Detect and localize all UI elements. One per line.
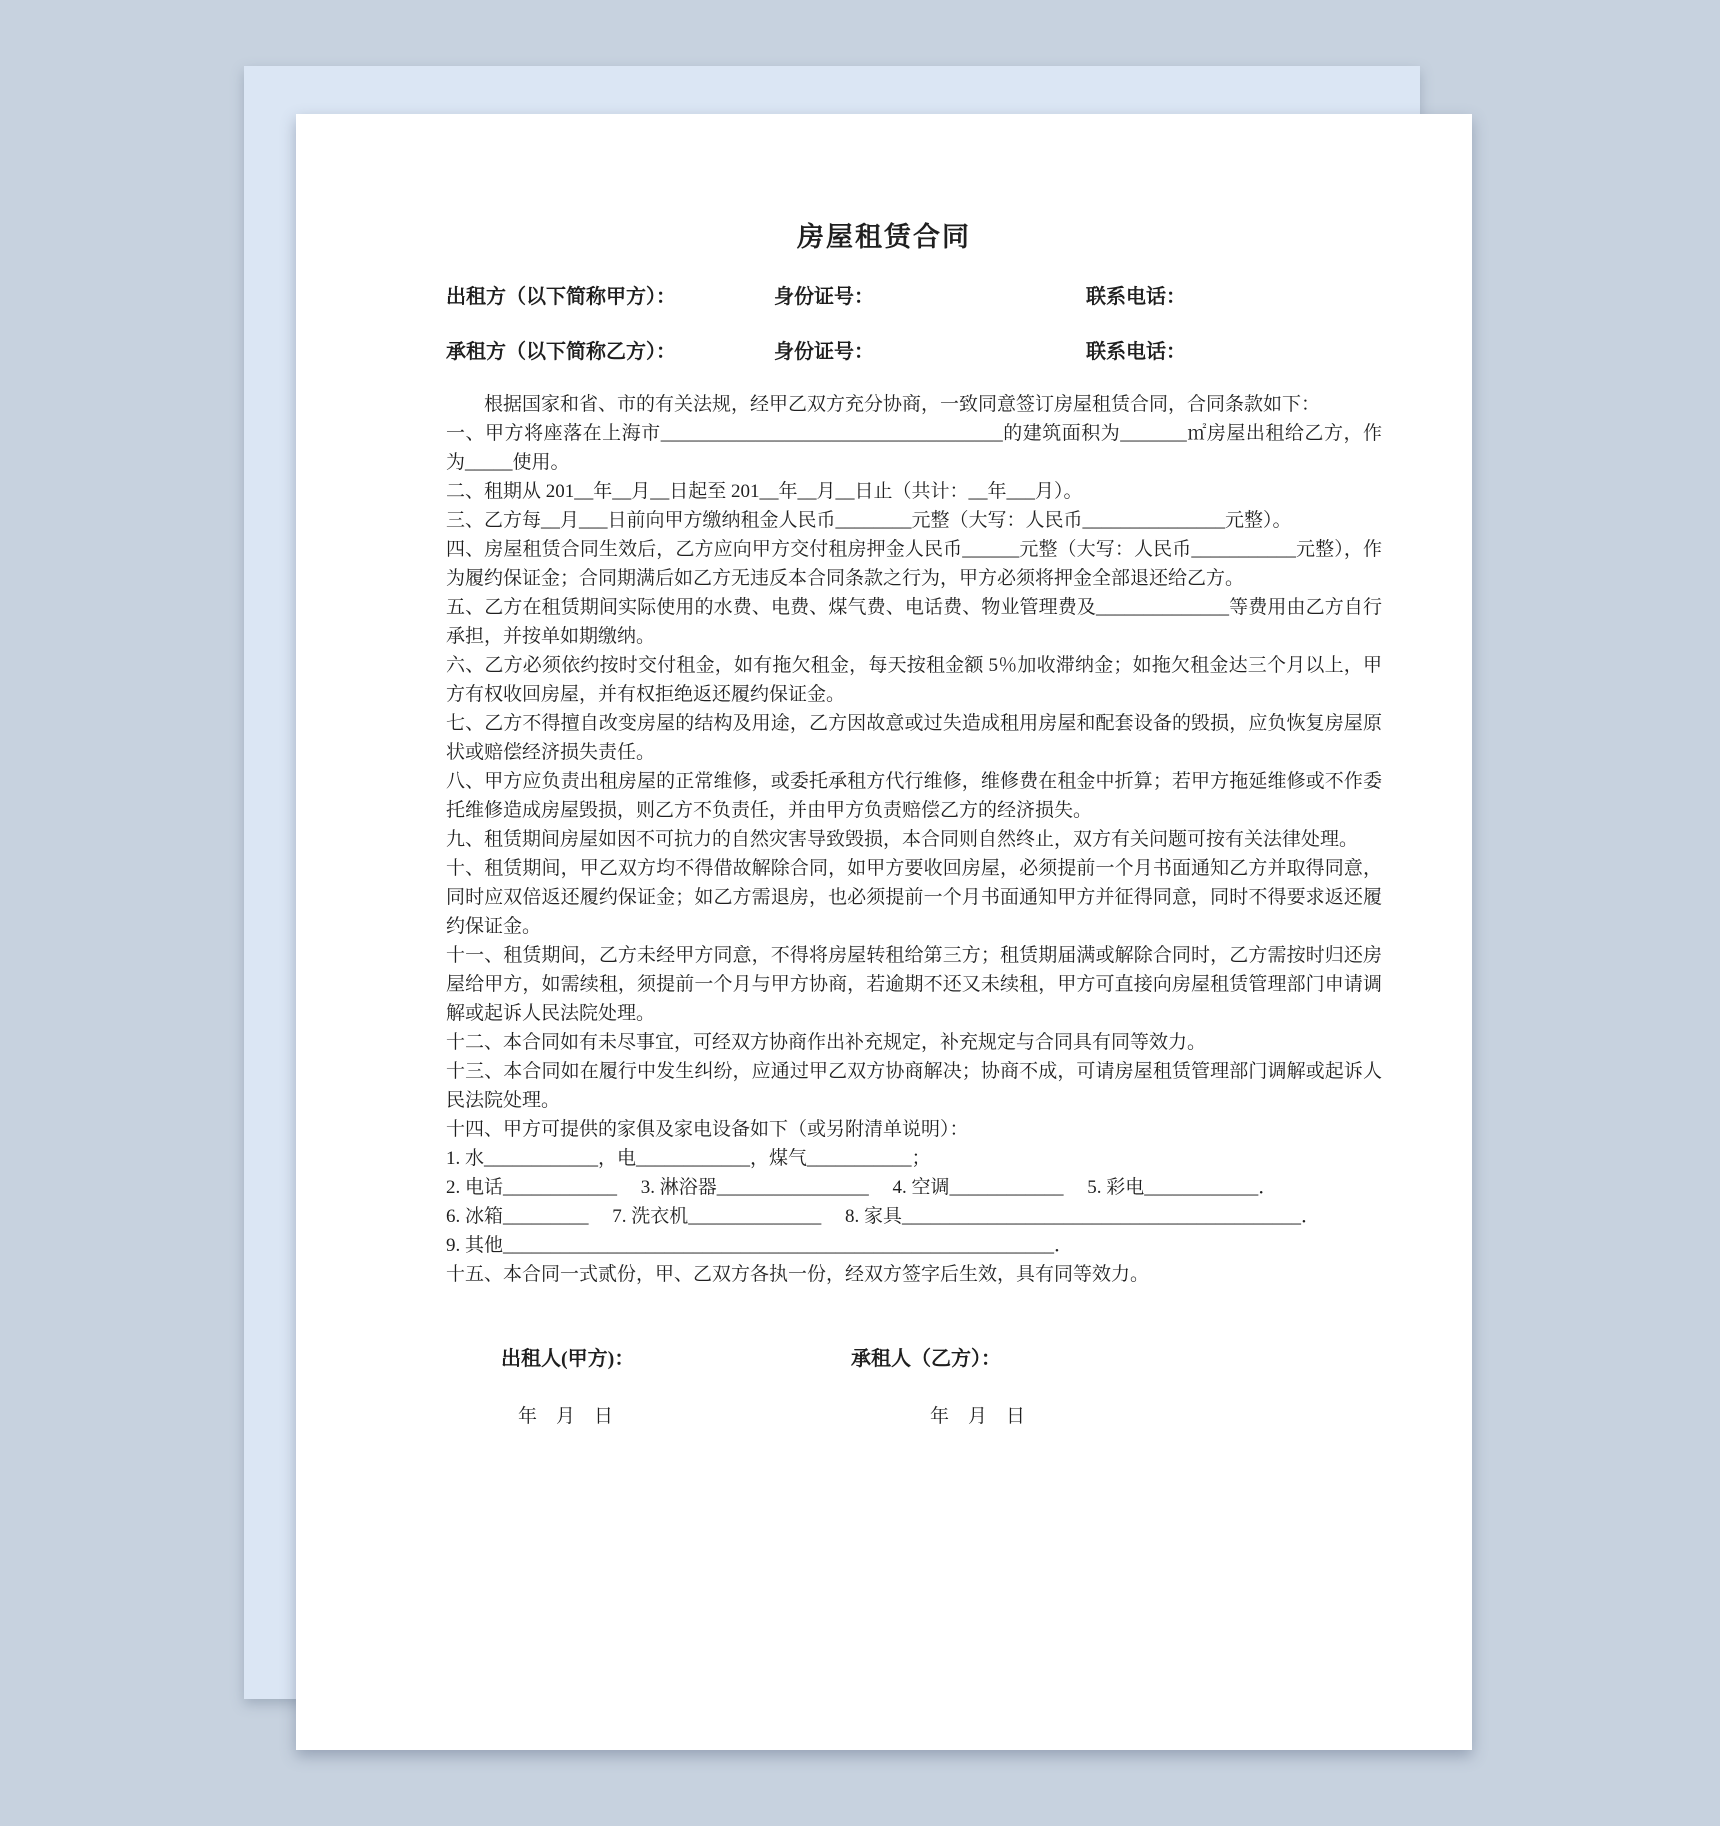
contract-body — [296, 283, 1472, 1431]
contract-clause-10: 十、租赁期间，甲乙双方均不得借故解除合同，如甲方要收回房屋，必须提前一个月书面通知乙方并取得同意，同时应双倍返还履约保证金；如乙方需退房，也必须提前一个月书面通知甲方并征得同意，同时不得要求返还履约保证金。 — [446, 858, 1382, 937]
contract-clause-3: 三、乙方每__月___日前向甲方缴纳租金人民币________元整（大写：人民币_______________元整）。 — [446, 510, 1292, 531]
contract-clause-14: 十四、甲方可提供的家俱及家电设备如下（或另附清单说明）： — [446, 1119, 969, 1140]
lessor-phone-label: 联系电话： — [1086, 286, 1186, 308]
contract-clause-1: 一、甲方将座落在上海市____________________________________的建筑面积为_______㎡房屋出租给乙方，作为_____使用。 — [446, 423, 1382, 473]
equipment-line-4: 9. 其他__________________________________________________________． — [446, 1235, 1074, 1256]
lessee-role-label: 承租方（以下简称乙方）： — [446, 341, 676, 363]
lessee-date-line: 年 月 日 — [930, 1406, 1026, 1427]
date-row — [446, 1402, 1382, 1431]
contract-clause-2: 二、租期从 201__年__月__日起至 201__年__月__日止（共计：__年___月）。 — [446, 481, 1083, 502]
equipment-line-3: 6. 冰箱_________ 7. 洗衣机______________ 8. 家具__________________________________________． — [446, 1206, 1321, 1227]
party-row-lessee — [446, 338, 1382, 366]
contract-title: 房屋租赁合同 — [797, 222, 971, 252]
lessor-id-label: 身份证号： — [774, 286, 874, 308]
contract-clause-8: 八、甲方应负责出租房屋的正常维修，或委托承租方代行维修，维修费在租金中折算；若甲方拖延维修或不作委托维修造成房屋毁损，则乙方不负责任，并由甲方负责赔偿乙方的经济损失。 — [446, 771, 1382, 821]
equipment-line-2: 2. 电话____________ 3. 淋浴器________________ 4. 空调____________ 5. 彩电____________． — [446, 1177, 1278, 1198]
contract-clause-5: 五、乙方在租赁期间实际使用的水费、电费、煤气费、电话费、物业管理费及______________等费用由乙方自行承担，并按单如期缴纳。 — [446, 597, 1382, 647]
lessee-phone-label: 联系电话： — [1086, 341, 1186, 363]
contract-page — [296, 114, 1472, 1750]
lessor-date-line: 年 月 日 — [518, 1406, 614, 1427]
contract-clause-9: 九、租赁期间房屋如因不可抗力的自然灾害导致毁损，本合同则自然终止，双方有关问题可按有关法律处理。 — [446, 829, 1359, 850]
contract-intro: 根据国家和省、市的有关法规，经甲乙双方充分协商，一致同意签订房屋租赁合同，合同条款如下： — [484, 394, 1321, 415]
contract-clause-11: 十一、租赁期间，乙方未经甲方同意，不得将房屋转租给第三方；租赁期届满或解除合同时，乙方需按时归还房屋给甲方，如需续租，须提前一个月与甲方协商，若逾期不还又未续租，甲方可直接向房屋租赁管理部门申请调解或起诉人民法院处理。 — [446, 945, 1382, 1024]
signature-row — [446, 1345, 1382, 1374]
lessee-signature-label: 承租人（乙方）： — [851, 1348, 1001, 1370]
contract-clause-6: 六、乙方必须依约按时交付租金，如有拖欠租金，每天按租金额 5％加收滞纳金；如拖欠租金达三个月以上，甲方有权收回房屋，并有权拒绝返还履约保证金。 — [446, 655, 1382, 705]
party-row-lessor — [446, 283, 1382, 311]
lessor-role-label: 出租方（以下简称甲方）： — [446, 286, 676, 308]
contract-clause-4: 四、房屋租赁合同生效后，乙方应向甲方交付租房押金人民币______元整（大写：人民币___________元整），作为履约保证金；合同期满后如乙方无违反本合同条款之行为，甲方必须将押金全部退还给乙方。 — [446, 539, 1382, 589]
clauses-section — [446, 390, 1382, 1289]
title-row — [296, 217, 1472, 257]
contract-clause-12: 十二、本合同如有未尽事宜，可经双方协商作出补充规定，补充规定与合同具有同等效力。 — [446, 1032, 1207, 1053]
lessor-signature-label: 出租人(甲方)： — [501, 1348, 635, 1370]
contract-clause-7: 七、乙方不得擅自改变房屋的结构及用途，乙方因故意或过失造成租用房屋和配套设备的毁损，应负恢复房屋原状或赔偿经济损失责任。 — [446, 713, 1382, 763]
equipment-line-1: 1. 水____________，电____________，煤气___________； — [446, 1148, 931, 1169]
contract-clause-13: 十三、本合同如在履行中发生纠纷，应通过甲乙双方协商解决；协商不成，可请房屋租赁管理部门调解或起诉人民法院处理。 — [446, 1061, 1382, 1111]
lessee-id-label: 身份证号： — [774, 341, 874, 363]
contract-clause-15: 十五、本合同一式贰份，甲、乙双方各执一份，经双方签字后生效，具有同等效力。 — [446, 1264, 1150, 1285]
